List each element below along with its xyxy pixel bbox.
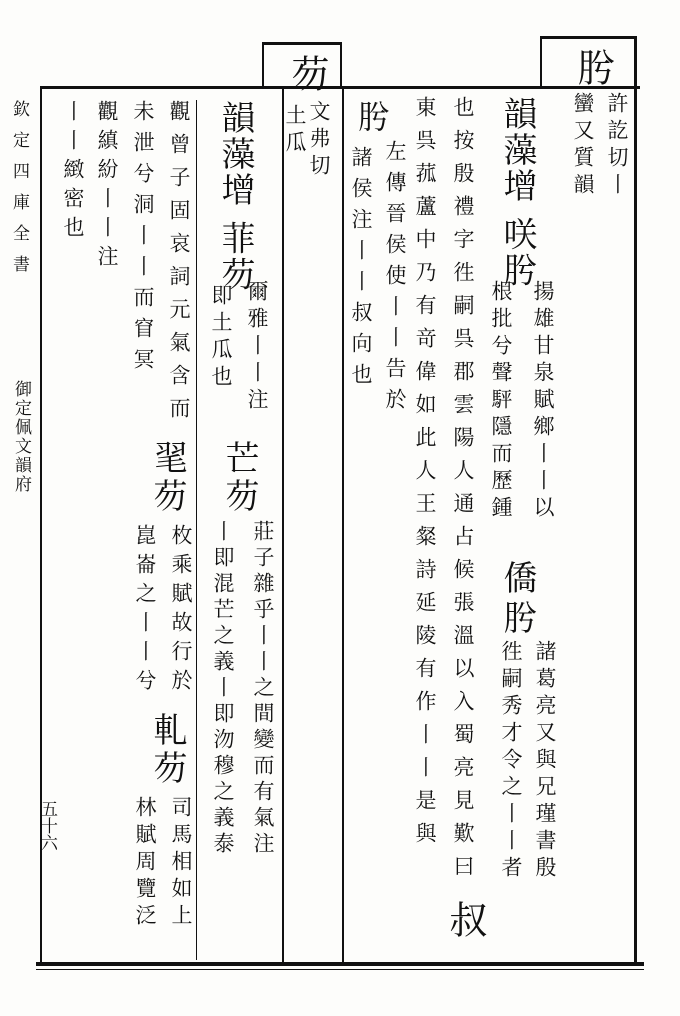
entry-fen-sound: 許訖切丨 — [605, 92, 629, 200]
entry-head-fen: 肹 — [571, 48, 615, 90]
col-1-text: 揚雄甘泉賦鄉丨丨以 — [531, 280, 555, 523]
col-8-text-b: 丨即混芒之義丨即沕穆之義泰 — [211, 520, 235, 858]
col-3-text: 也按殷禮字徃嗣呉郡雲陽人通占候張溫以入蜀亮見歎曰 — [451, 96, 475, 888]
entry-head-wu: 芴 — [285, 54, 329, 96]
entry-fen-line2: 蠻又質韻 — [571, 92, 595, 200]
entry-wu-sub: 土瓜 — [283, 104, 307, 158]
tab1-top — [540, 36, 636, 39]
col-7-text: 爾雅丨丨注 — [245, 280, 269, 415]
col-8-text: 即土瓜也 — [209, 284, 233, 392]
col-12-text: 丨丨緻密也 — [61, 100, 85, 245]
right-rule — [634, 36, 637, 966]
col-7-heading-2: 芒芴 — [219, 440, 259, 516]
col-9-big: 毣芴 — [147, 440, 187, 516]
col-1-text-2: 諸葛亮又與兄瑾書殷 — [533, 640, 557, 883]
col-7-heading: 韻藻增 菲芴 — [215, 100, 255, 293]
col-1-heading: 韻藻增 咲肹 — [497, 96, 537, 289]
divider-2 — [282, 88, 284, 962]
bottom-rule — [36, 962, 644, 966]
divider-3 — [196, 100, 197, 960]
col-10-text: 未泄兮洞丨丨而窅冥 — [131, 100, 155, 379]
tab2-right — [340, 42, 342, 88]
col-4-text: 東呉菰蘆中乃有竒偉如此人王粲詩延陵有作丨丨是與 — [413, 96, 437, 855]
col-7-text-b: 莊子雜乎丨丨之間變而有氣注 — [251, 520, 275, 858]
bottom-rule-2 — [36, 969, 644, 970]
col-9-text: 觀曾子固哀詞元氣含而 — [167, 100, 191, 430]
margin-title: 欽定四庫全書 — [9, 100, 29, 286]
col-6-text: 諸侯注丨丨叔向也 — [349, 146, 373, 394]
col-2-text-b: 徃嗣秀才令之丨丨者 — [499, 640, 523, 883]
col-3-big: 叔 — [443, 900, 487, 942]
col-10-big: 軋芴 — [147, 712, 187, 788]
tab2-left — [262, 42, 264, 88]
col-9-text-b: 枚乘賦故行於 — [169, 524, 193, 698]
col-11-text: 觀縝紛丨丨注 — [95, 100, 119, 274]
col-5-text: 左傳晉侯使丨丨告於 — [383, 140, 407, 419]
page-number: 五十六 — [37, 800, 57, 851]
col-10-text-c: 司馬相如上 — [169, 796, 193, 931]
entry-wu-sound: 文弗切 — [307, 100, 331, 181]
col-10-text-d: 林賦周覽泛 — [133, 796, 157, 931]
col-1-heading-2: 僑肹 — [497, 560, 537, 640]
tab1-left — [540, 36, 542, 88]
tab2-top — [262, 42, 342, 45]
col-2-text: 根批兮聲駍隱而歷鍾 — [489, 280, 513, 523]
col-10-text-b: 崑崙之丨丨兮 — [133, 524, 157, 698]
col-5-big: 肹 — [353, 100, 391, 136]
margin-subtitle: 御定佩文韻府 — [11, 380, 31, 494]
divider-1 — [342, 88, 344, 962]
